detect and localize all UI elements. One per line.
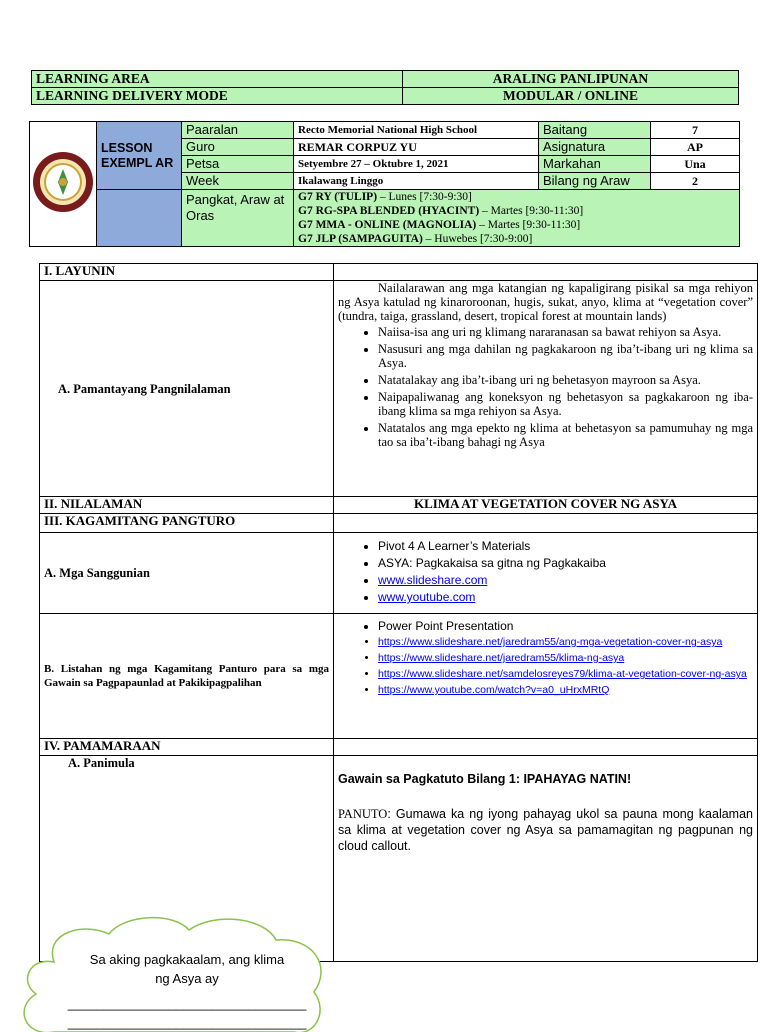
baitang-label: Baitang bbox=[539, 122, 651, 139]
listahan-list bbox=[338, 620, 753, 697]
youtube-link[interactable]: www.youtube.com bbox=[378, 590, 476, 604]
sanggunian-label: A. Mga Sanggunian bbox=[40, 533, 334, 614]
bilang-value: 2 bbox=[651, 173, 740, 190]
answer-blank[interactable]: _________________________________ bbox=[67, 996, 307, 1011]
paaralan-value: Recto Memorial National High School bbox=[294, 122, 539, 139]
paaralan-label: Paaralan bbox=[182, 122, 294, 139]
nilalaman-value: KLIMA AT VEGETATION COVER NG ASYA bbox=[334, 497, 758, 514]
week-label: Week bbox=[182, 173, 294, 190]
list-item bbox=[378, 573, 753, 587]
petsa-value: Setyembre 27 – Oktubre 1, 2021 bbox=[294, 156, 539, 173]
petsa-label: Petsa bbox=[182, 156, 294, 173]
list-item bbox=[378, 684, 753, 697]
resource-link[interactable]: https://www.slideshare.net/samdelosreyes79/klima-at-vegetation-cover-ng-asya bbox=[378, 668, 747, 680]
list-item bbox=[378, 590, 753, 604]
list-item: • Natatalos ang mga epekto ng klima at behetasyon sa pamumuhay ng mga tao sa iba’t-ibang bahagi ng Asya bbox=[378, 421, 753, 449]
list-item: • Power Point Presentation bbox=[378, 620, 753, 633]
lesson-exemplar-filler bbox=[97, 190, 182, 247]
school-seal-icon bbox=[30, 147, 96, 217]
nilalaman-heading: II. NILALAMAN bbox=[40, 497, 334, 514]
guro-value: REMAR CORPUZ YU bbox=[294, 139, 539, 156]
pamantayan-intro: Nailalarawan ang mga katangian ng kapaligirang pisikal sa mga rehiyon ng Asya katulad ng kinaroroonan, hugis, sukat, anyo, klima at “vegetation cover” (tundra, taiga, grassland, desert, tropical forest at mountain lands) bbox=[338, 281, 753, 323]
slideshare-link[interactable]: www.slideshare.com bbox=[378, 573, 488, 587]
learning-area-value: ARALING PANLIPUNAN bbox=[403, 71, 739, 88]
list-item: • Pivot 4 A Learner’s Materials bbox=[378, 539, 753, 553]
schedule-row: G7 MMA - ONLINE (MAGNOLIA) – Martes [9:30-11:30] bbox=[298, 219, 581, 231]
baitang-value: 7 bbox=[651, 122, 740, 139]
kagamitan-heading: III. KAGAMITANG PANGTURO bbox=[40, 514, 334, 533]
gawain-title: Gawain sa Pagkatuto Bilang 1: IPAHAYAG NATIN! bbox=[338, 772, 632, 786]
learning-area-label: LEARNING AREA bbox=[32, 71, 403, 88]
sanggunian-list bbox=[338, 539, 753, 604]
markahan-label: Markahan bbox=[539, 156, 651, 173]
list-item: • Naipapaliwanag ang koneksyon ng behetasyon sa pagkakaroon ng iba-ibang klima sa mga rehiyon sa Asya. bbox=[378, 390, 753, 418]
school-logo bbox=[30, 122, 97, 247]
schedule-row: G7 RG-SPA BLENDED (HYACINT) – Martes [9:30-11:30] bbox=[298, 205, 584, 217]
panuto-text: PANUTO: Gumawa ka ng iyong pahayag ukol sa pauna mong kaalaman sa klima at vegetation cover ng Asya sa pamamagitan ng pagpunan ng cloud callout. bbox=[338, 807, 753, 853]
cloud-callout-text bbox=[62, 950, 312, 1032]
list-item bbox=[378, 668, 753, 681]
panimula-cell bbox=[334, 756, 758, 962]
bilang-label: Bilang ng Araw bbox=[539, 173, 651, 190]
sanggunian-cell bbox=[334, 533, 758, 614]
markahan-value: Una bbox=[651, 156, 740, 173]
panuto-label: PANUTO bbox=[338, 807, 388, 821]
info-table bbox=[29, 121, 740, 247]
list-item: • ASYA: Pagkakaisa sa gitna ng Pagkakaiba bbox=[378, 556, 753, 570]
week-value: Ikalawang Linggo bbox=[294, 173, 539, 190]
pamamaraan-heading: IV. PAMAMARAAN bbox=[40, 739, 334, 756]
listahan-cell bbox=[334, 614, 758, 739]
list-item: • Natatalakay ang iba’t-ibang uri ng behetasyon mayroon sa Asya. bbox=[378, 373, 753, 387]
asignatura-value: AP bbox=[651, 139, 740, 156]
listahan-label: B. Listahan ng mga Kagamitang Panturo para sa mga Gawain sa Pagpapaunlad at Pakikipagpalihan bbox=[40, 614, 334, 739]
resource-link[interactable]: https://www.slideshare.net/jaredram55/ang-mga-vegetation-cover-ng-asya bbox=[378, 636, 723, 648]
layunin-heading: I. LAYUNIN bbox=[40, 264, 334, 281]
delivery-mode-value: MODULAR / ONLINE bbox=[403, 88, 739, 105]
answer-blank[interactable]: _________________________________ bbox=[67, 1015, 307, 1030]
resource-link[interactable]: https://www.slideshare.net/jaredram55/klima-ng-asya bbox=[378, 652, 625, 664]
list-item: • Nasusuri ang mga dahilan ng pagkakaroon ng iba’t-ibang uri ng klima sa Asya. bbox=[378, 342, 753, 370]
resource-link[interactable]: https://www.youtube.com/watch?v=a0_uHrxMRtQ bbox=[378, 684, 610, 696]
panimula-label: A. Panimula bbox=[40, 756, 334, 962]
lesson-plan-table bbox=[39, 263, 758, 962]
schedule-cell bbox=[294, 190, 740, 247]
list-item bbox=[378, 652, 753, 665]
header-table bbox=[31, 70, 739, 105]
cloud-line: ng Asya ay bbox=[155, 971, 219, 986]
delivery-mode-label: LEARNING DELIVERY MODE bbox=[32, 88, 403, 105]
pangkat-label: Pangkat, Araw at Oras bbox=[182, 190, 294, 247]
list-item: • Naiisa-isa ang uri ng klimang nararanasan sa bawat rehiyon sa Asya. bbox=[378, 325, 753, 339]
list-item bbox=[378, 636, 753, 649]
objectives-cell bbox=[334, 281, 758, 497]
objectives-list bbox=[338, 325, 753, 449]
schedule-row: G7 JLP (SAMPAGUITA) – Huwebes [7:30-9:00] bbox=[298, 233, 533, 245]
lesson-exemplar-title: LESSON EXEMPL AR bbox=[97, 122, 182, 190]
schedule-row: G7 RY (TULIP) – Lunes [7:30-9:30] bbox=[298, 191, 472, 203]
pamantayan-label: A. Pamantayang Pangnilalaman bbox=[40, 281, 334, 497]
guro-label: Guro bbox=[182, 139, 294, 156]
asignatura-label: Asignatura bbox=[539, 139, 651, 156]
cloud-line: Sa aking pagkakaalam, ang klima bbox=[89, 952, 285, 967]
